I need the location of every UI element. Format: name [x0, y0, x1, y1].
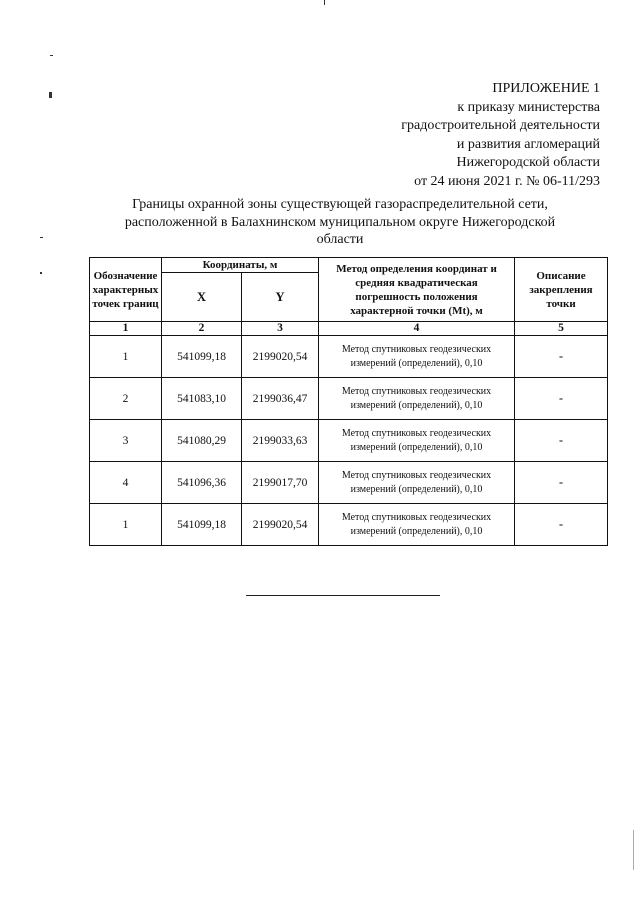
- header-method: Метод определения координат и средняя квадратическая погрешность положения характерной точки (Mt), м: [319, 258, 515, 322]
- y-cell: 2199020,54: [242, 336, 319, 378]
- method-cell: Метод спутниковых геодезических измерений (определений), 0,10: [319, 504, 515, 546]
- appendix-line: к приказу министерства: [457, 99, 600, 115]
- appendix-line: градостроительной деятельности: [401, 118, 600, 133]
- method-cell: Метод спутниковых геодезических измерений (определений), 0,10: [319, 378, 515, 420]
- y-cell: 2199033,63: [242, 420, 319, 462]
- scan-mark: [50, 55, 53, 56]
- scan-mark: [633, 830, 634, 870]
- method-cell: Метод спутниковых геодезических измерений (определений), 0,10: [319, 462, 515, 504]
- x-cell: 541099,18: [162, 504, 242, 546]
- description-cell: -: [515, 378, 608, 420]
- table-row: [90, 420, 608, 462]
- scan-mark: [49, 92, 52, 98]
- table-row: [90, 462, 608, 504]
- description-cell: -: [515, 462, 608, 504]
- table-row: [90, 504, 608, 546]
- x-cell: 541083,10: [162, 378, 242, 420]
- header-x: X: [162, 273, 242, 322]
- table-row: [90, 378, 608, 420]
- y-cell: 2199020,54: [242, 504, 319, 546]
- header-point: Обозначение характерных точек границ: [90, 258, 162, 322]
- column-number-row: [90, 322, 608, 336]
- y-cell: 2199017,70: [242, 462, 319, 504]
- column-number: 5: [515, 322, 608, 336]
- description-cell: -: [515, 420, 608, 462]
- x-cell: 541080,29: [162, 420, 242, 462]
- method-cell: Метод спутниковых геодезических измерений (определений), 0,10: [319, 336, 515, 378]
- header-coordinates: Координаты, м: [162, 258, 319, 273]
- y-cell: 2199036,47: [242, 378, 319, 420]
- title-line: Границы охранной зоны существующей газораспределительной сети,: [132, 197, 548, 212]
- point-cell: 3: [90, 420, 162, 462]
- title-line: области: [316, 232, 364, 247]
- separator-line: [246, 595, 440, 596]
- scan-mark: [40, 237, 43, 238]
- column-number: 1: [90, 322, 162, 336]
- description-cell: -: [515, 504, 608, 546]
- appendix-line: от 24 июня 2021 г. № 06-11/293: [414, 173, 600, 189]
- description-cell: -: [515, 336, 608, 378]
- x-cell: 541096,36: [162, 462, 242, 504]
- appendix-line: ПРИЛОЖЕНИЕ 1: [492, 81, 600, 96]
- scan-mark: [324, 0, 325, 5]
- column-number: 2: [162, 322, 242, 336]
- title-line: расположенной в Балахнинском муниципальном округе Нижегородской: [124, 214, 556, 230]
- header-y: Y: [242, 273, 319, 322]
- appendix-line: и развития агломераций: [456, 136, 600, 152]
- point-cell: 2: [90, 378, 162, 420]
- appendix-header: [300, 80, 600, 191]
- table-row: [90, 336, 608, 378]
- coordinates-table: [89, 257, 608, 546]
- column-number: 4: [319, 322, 515, 336]
- point-cell: 4: [90, 462, 162, 504]
- column-number: 3: [242, 322, 319, 336]
- point-cell: 1: [90, 336, 162, 378]
- x-cell: 541099,18: [162, 336, 242, 378]
- header-description: Описание закрепления точки: [515, 258, 608, 322]
- scan-mark: [40, 272, 42, 274]
- document-title: [95, 196, 585, 249]
- method-cell: Метод спутниковых геодезических измерений (определений), 0,10: [319, 420, 515, 462]
- point-cell: 1: [90, 504, 162, 546]
- appendix-line: Нижегородской области: [456, 155, 600, 170]
